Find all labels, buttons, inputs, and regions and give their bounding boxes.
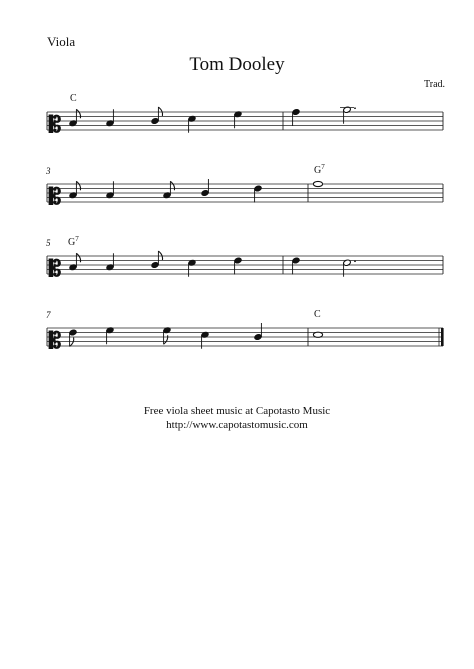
alto-clef: 𝄡 xyxy=(49,112,62,138)
chord-symbol: C xyxy=(314,309,321,320)
alto-clef: 𝄡 xyxy=(49,184,62,210)
augmentation-dot xyxy=(354,107,356,109)
note-flag xyxy=(158,251,162,260)
alto-clef: 𝄡 xyxy=(49,328,62,354)
footer-text: Free viola sheet music at Capotasto Music xyxy=(143,405,331,417)
composer-credit: Trad. xyxy=(424,79,446,90)
measure-number: 5 xyxy=(46,238,51,248)
footer-link[interactable]: http://www.capotastomusic.com xyxy=(166,419,308,431)
alto-clef: 𝄡 xyxy=(49,256,62,282)
note-head xyxy=(313,181,322,186)
final-thick-barline xyxy=(441,328,444,346)
instrument-name: Viola xyxy=(47,34,76,49)
note-head xyxy=(313,332,322,337)
augmentation-dot xyxy=(354,260,356,262)
piece-title: Tom Dooley xyxy=(189,54,285,75)
footer xyxy=(0,404,474,432)
note-flag xyxy=(70,338,74,347)
measure-number: 7 xyxy=(46,310,51,320)
measure-number: 3 xyxy=(46,166,51,176)
chord-symbol: C xyxy=(70,93,77,104)
chord-symbol: $G^7$ xyxy=(68,235,79,248)
note-flag xyxy=(158,107,162,116)
chord-symbol: $G^7$ xyxy=(314,163,325,176)
